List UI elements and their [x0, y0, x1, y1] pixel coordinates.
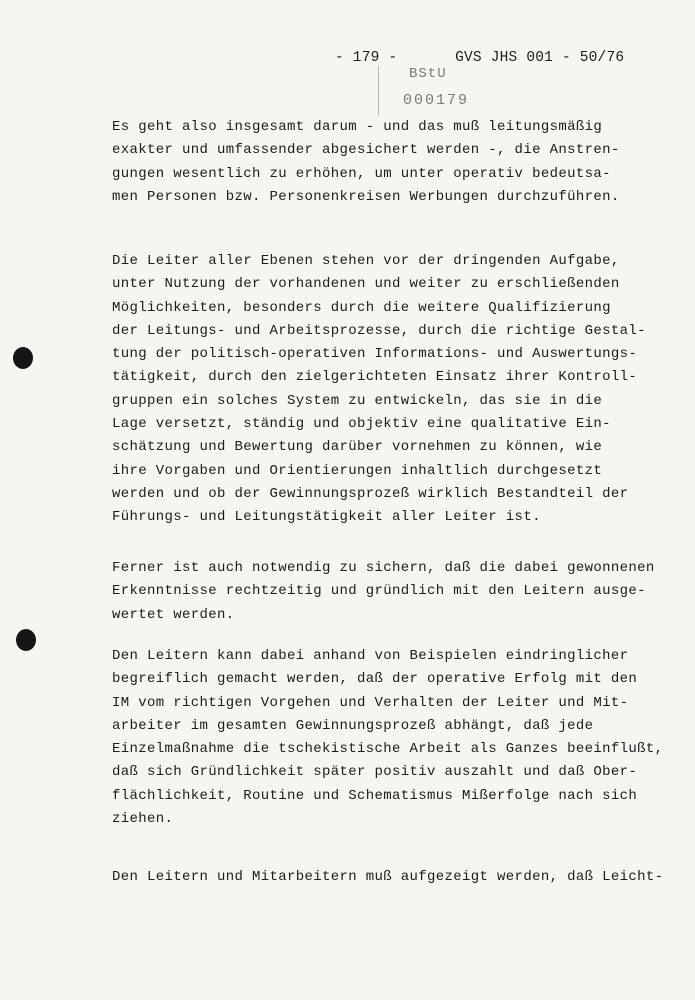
- text-line: werden und ob der Gewinnungsprozeß wirklich Bestandteil der: [112, 485, 629, 502]
- text-line: daß sich Gründlichkeit später positiv auszahlt und daß Ober-: [112, 764, 638, 781]
- text-line: ihre Vorgaben und Orientierungen inhaltlich durchgesetzt: [112, 462, 603, 479]
- text-line: Den Leitern kann dabei anhand von Beispielen eindringlicher: [112, 648, 629, 664]
- text-line: der Leitungs- und Arbeitsprozesse, durch die richtige Gestal-: [112, 322, 646, 339]
- text-line: gruppen ein solches System zu entwickeln, das sie in die: [112, 392, 603, 409]
- text-line: begreiflich gemacht werden, daß der operative Erfolg mit den: [112, 671, 638, 688]
- text-line: Führungs- und Leitungstätigkeit aller Leiter ist.: [112, 509, 541, 526]
- punch-hole-upper: [13, 347, 33, 369]
- text-line: Ferner ist auch notwendig zu sichern, daß die dabei gewonnenen: [112, 560, 655, 576]
- paragraph-1: [112, 116, 620, 209]
- text-line: arbeiter im gesamten Gewinnungsprozeß abhängt, daß jede: [112, 717, 594, 734]
- text-line: tätigkeit, durch den zielgerichteten Einsatz ihrer Kontroll-: [112, 369, 638, 386]
- text-line: gungen wesentlich zu erhöhen, um unter operativ bedeutsa-: [112, 165, 611, 182]
- stamp-agency: BStU: [409, 66, 447, 82]
- stamp-number: 000179: [403, 92, 470, 109]
- text-line: Möglichkeiten, besonders durch die weitere Qualifizierung: [112, 299, 611, 316]
- text-line: Den Leitern und Mitarbeitern muß aufgezeigt werden, daß Leicht-: [112, 869, 664, 885]
- text-line: schätzung und Bewertung darüber vornehmen zu können, wie: [112, 439, 603, 456]
- paragraph-2: [112, 250, 646, 530]
- text-line: Es geht also insgesamt darum - und das muß leitungsmäßig: [112, 119, 603, 135]
- paragraph-4: [112, 645, 663, 831]
- text-line: men Personen bzw. Personenkreisen Werbungen durchzuführen.: [112, 188, 620, 205]
- text-line: wertet werden.: [112, 606, 235, 623]
- punch-hole-lower: [16, 629, 36, 651]
- paragraph-5: [112, 866, 663, 889]
- text-line: flächlichkeit, Routine und Schematismus Mißerfolge nach sich: [112, 787, 638, 804]
- text-line: unter Nutzung der vorhandenen und weiter zu erschließenden: [112, 276, 620, 293]
- text-line: IM vom richtigen Vorgehen und Verhalten der Leiter und Mit-: [112, 694, 629, 711]
- text-line: Lage versetzt, ständig und objektiv eine qualitative Ein-: [112, 416, 611, 433]
- document-reference: GVS JHS 001 - 50/76: [455, 50, 625, 66]
- text-line: ziehen.: [112, 811, 174, 828]
- text-line: Erkenntnisse rechtzeitig und gründlich mit den Leitern ausge-: [112, 583, 646, 600]
- page-number: - 179 -: [335, 50, 398, 66]
- text-line: Die Leiter aller Ebenen stehen vor der dringenden Aufgabe,: [112, 253, 620, 269]
- paragraph-3: [112, 557, 655, 627]
- text-line: tung der politisch-operativen Informations- und Auswertungs-: [112, 346, 638, 363]
- text-line: exakter und umfassender abgesichert werden -, die Anstren-: [112, 142, 620, 159]
- text-line: Einzelmaßnahme die tschekistische Arbeit als Ganzes beeinflußt,: [112, 741, 664, 758]
- page-header: [335, 50, 624, 66]
- archive-stamp: [378, 66, 474, 116]
